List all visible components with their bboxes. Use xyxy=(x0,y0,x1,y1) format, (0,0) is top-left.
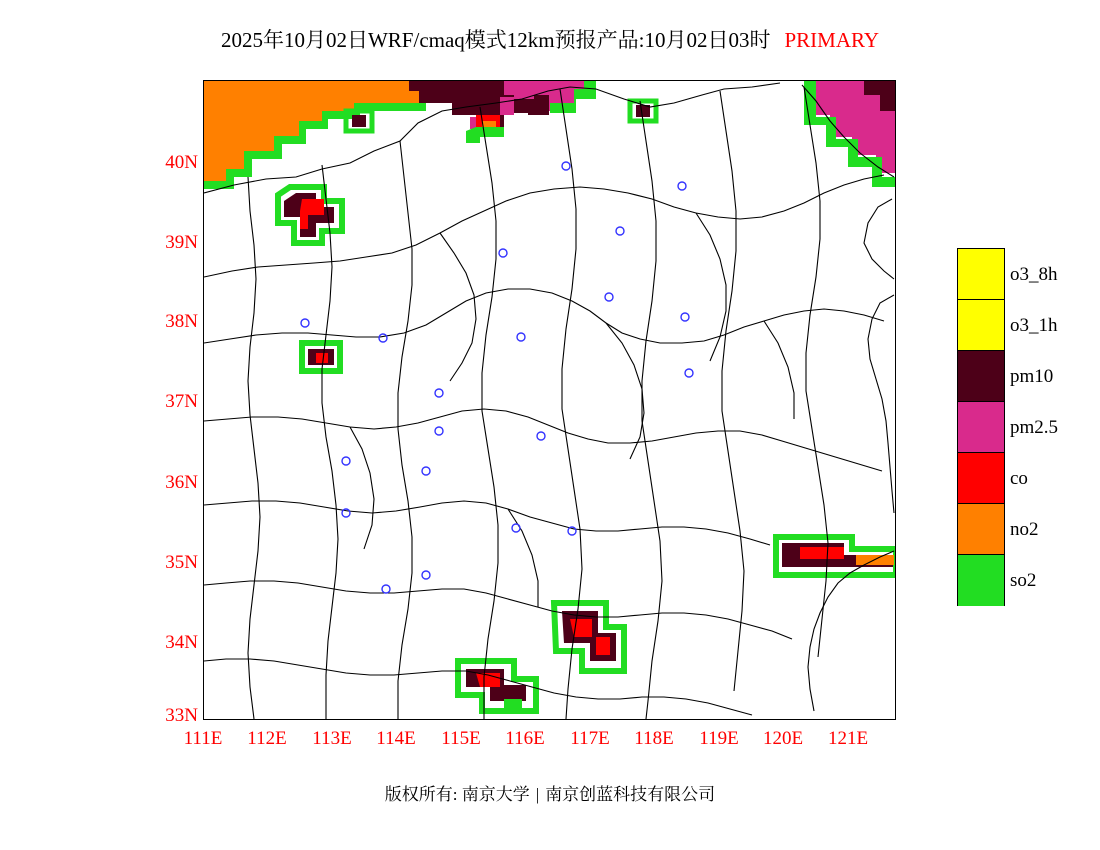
lon-label-118e: 118E xyxy=(634,728,674,749)
lon-label-116e: 116E xyxy=(505,728,545,749)
lon-label-121e: 121E xyxy=(827,728,869,749)
lat-label-38n: 38N xyxy=(165,311,198,332)
legend-labels xyxy=(1010,248,1100,606)
legend-swatch-so2 xyxy=(958,555,1004,606)
map-canvas[interactable] xyxy=(203,80,896,720)
legend-label-pm25: pm2.5 xyxy=(1010,417,1059,438)
copyright-footer xyxy=(0,780,1100,805)
legend-swatch-o3-1h xyxy=(958,300,1004,351)
lon-label-114e: 114E xyxy=(376,728,416,749)
lon-label-115e: 115E xyxy=(441,728,481,749)
lon-label-119e: 119E xyxy=(699,728,739,749)
legend-swatch-co xyxy=(958,453,1004,504)
copyright-company: 南京创蓝科技有限公司 xyxy=(545,785,716,804)
title-text: 2025年10月02日WRF/cmaq模式12km预报产品:10月02日03时 xyxy=(220,28,771,52)
lon-label-117e: 117E xyxy=(570,728,610,749)
lon-label-112e: 112E xyxy=(247,728,287,749)
lon-label-111e: 111E xyxy=(183,728,223,749)
copyright-owner: 版权所有: 南京大学 xyxy=(384,785,530,804)
lat-label-33n: 33N xyxy=(165,705,198,726)
legend-label-o3-8h: o3_8h xyxy=(1010,264,1058,285)
legend-label-o3-1h: o3_1h xyxy=(1010,315,1058,336)
legend-label-so2: so2 xyxy=(1010,570,1037,591)
lon-label-120e: 120E xyxy=(762,728,804,749)
footer-divider: | xyxy=(535,785,540,804)
pollutant-raster-layer xyxy=(204,81,895,713)
legend-swatch-o3-8h xyxy=(958,249,1004,300)
lat-label-40n: 40N xyxy=(165,152,198,173)
lat-label-34n: 34N xyxy=(165,632,198,653)
legend-swatch-pm10 xyxy=(958,351,1004,402)
legend-swatch-no2 xyxy=(958,504,1004,555)
map-graphic xyxy=(204,81,895,719)
lat-label-39n: 39N xyxy=(165,232,198,253)
legend-label-no2: no2 xyxy=(1010,519,1039,540)
page-title xyxy=(0,24,1100,54)
legend-swatch-pm25 xyxy=(958,402,1004,453)
administrative-boundaries xyxy=(204,83,894,719)
legend-label-co: co xyxy=(1010,468,1028,489)
lat-label-35n: 35N xyxy=(165,552,198,573)
legend-label-pm10: pm10 xyxy=(1010,366,1054,387)
title-primary-badge: PRIMARY xyxy=(784,28,880,52)
lat-label-36n: 36N xyxy=(165,472,198,493)
station-markers xyxy=(301,162,693,593)
legend-colorbar xyxy=(957,248,1005,606)
lon-label-113e: 113E xyxy=(312,728,352,749)
lat-label-37n: 37N xyxy=(165,391,198,412)
